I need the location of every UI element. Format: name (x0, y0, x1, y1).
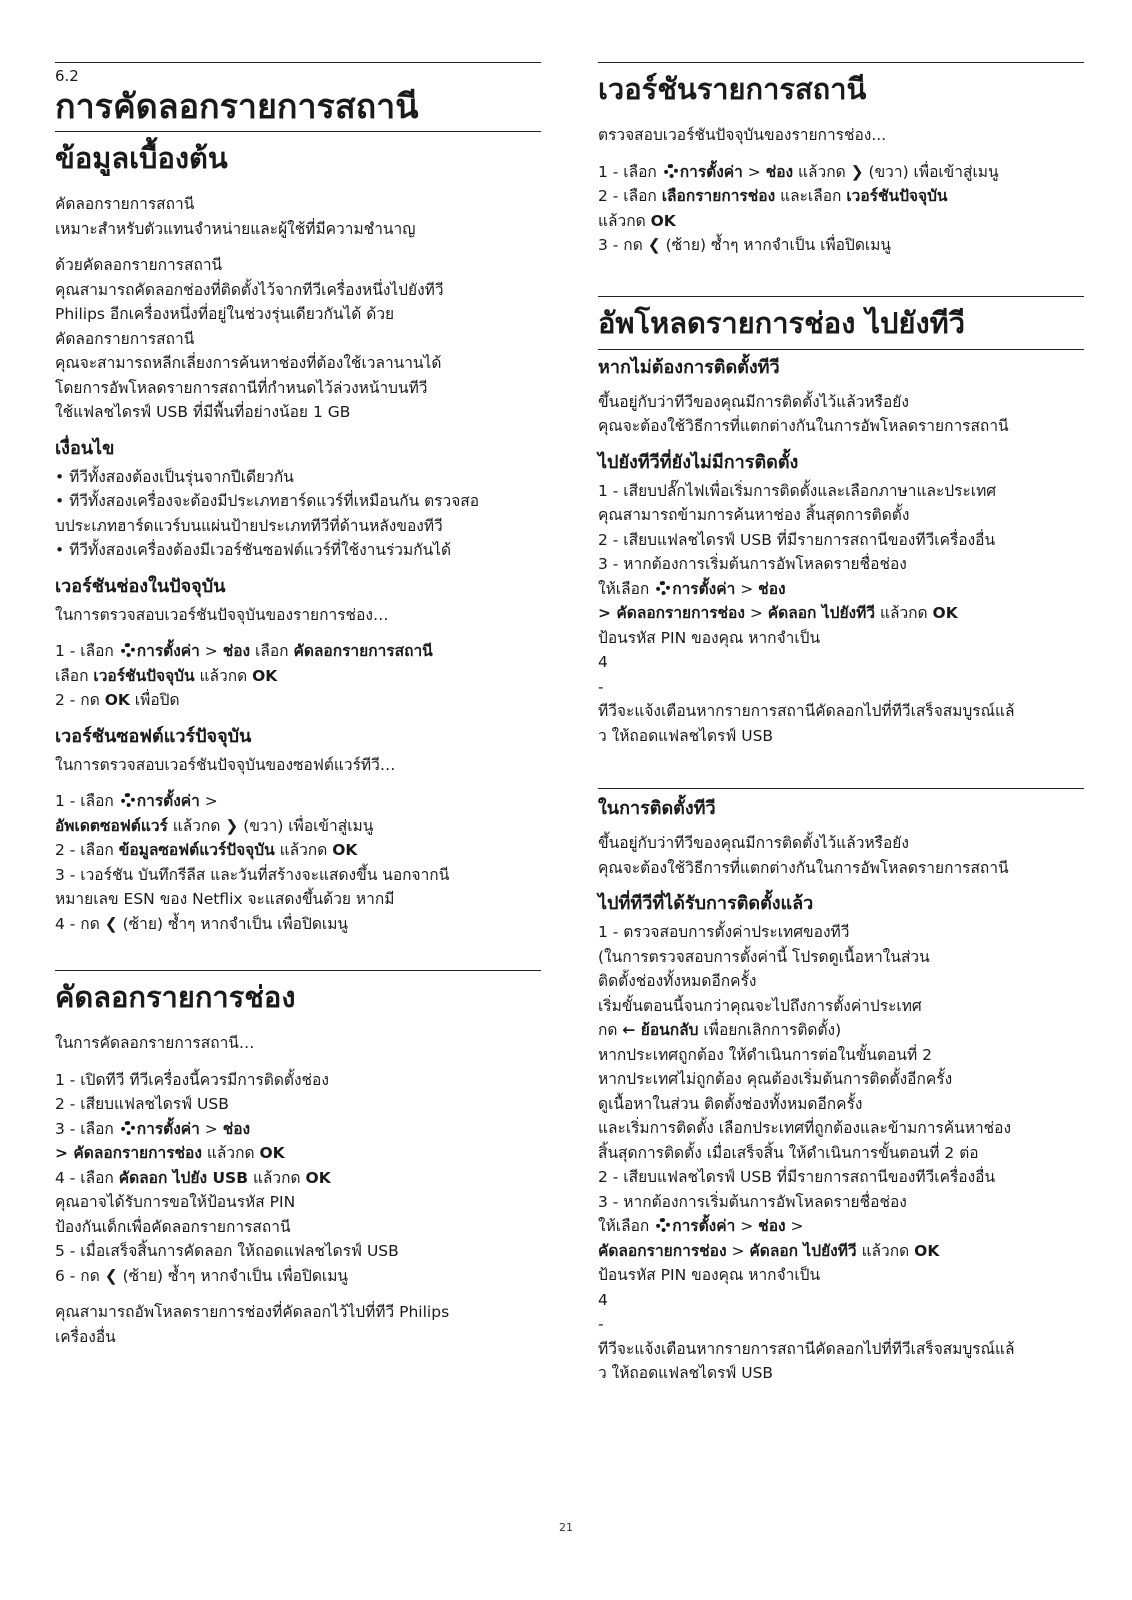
step-line: ติดตั้งช่องทั้งหมดอีกครั้ง (598, 972, 757, 990)
step-line: 4 - กด ❮ (ซ้าย) ซ้ำๆ หากจำเป็น เพื่อปิดเมนู (55, 914, 349, 933)
copy-steps (55, 1068, 541, 1289)
text-line: คัดลอกรายการสถานี (55, 195, 195, 213)
step-line: อัพเดตซอฟต์แวร์ แล้วกด ❯ (ขวา) เพื่อเข้าสู่เมนู (55, 816, 374, 835)
text-line: ด้วยคัดลอกรายการสถานี (55, 256, 223, 274)
step-line: เริ่มขั้นตอนนี้จนกว่าคุณจะไปถึงการตั้งค่าประเทศ (598, 996, 922, 1015)
step-line: และเริ่มการติดตั้ง เลือกประเทศที่ถูกต้องและข้ามการค้นหาช่อง (598, 1119, 1012, 1137)
step-line: ป้อนรหัส PIN ของคุณ หากจำเป็น (598, 628, 821, 647)
chapter-number: 6.2 (55, 67, 79, 85)
step-line: 6 - กด ❮ (ซ้าย) ซ้ำๆ หากจำเป็น เพื่อปิดเมนู (55, 1266, 349, 1285)
step-line: 4 - เลือก คัดลอก ไปยัง USB แล้วกด OK (55, 1168, 331, 1187)
text-line: คุณสามารถคัดลอกช่องที่ติดตั้งไว้จากทีวีเครื่องหนึ่งไปยังทีวี (55, 280, 444, 299)
intro-paragraph-1 (55, 192, 541, 241)
step-line: 3 - หากต้องการเริ่มต้นการอัพโหลดรายชื่อช่อง (598, 555, 907, 573)
section-heading-copy: คัดลอกรายการช่อง (55, 980, 296, 1014)
step-line: > คัดลอกรายการช่อง > คัดลอก ไปยังทีวี แล้วกด OK (598, 604, 958, 622)
text-line: ขึ้นอยู่กับว่าทีวีของคุณมีการติดตั้งไว้แล้วหรือยัง (598, 834, 909, 852)
section-rule (55, 131, 541, 132)
step-line: สิ้นสุดการติดตั้ง เมื่อเสร็จสิ้น ให้ดำเนินการขั้นตอนที่ 2 ต่อ (598, 1143, 979, 1162)
text-line: Philips อีกเครื่องหนึ่งที่อยู่ในช่วงรุ่นเดียวกันได้ ด้วย (55, 305, 395, 323)
step-line: 2 - เสียบแฟลชไดรฟ์ USB (55, 1095, 229, 1113)
gear-icon (121, 793, 135, 807)
section-heading-version: เวอร์ชันรายการสถานี (598, 72, 867, 106)
step-line: ให้เลือก การตั้งค่า > ช่อง > (598, 1217, 804, 1235)
step-line: ให้เลือก การตั้งค่า > ช่อง (598, 579, 786, 598)
current-software-version-steps (55, 789, 541, 936)
step-line: 1 - เปิดทีวี ทีวีเครื่องนี้ควรมีการติดตั้งช่อง (55, 1070, 329, 1089)
text-line: เหมาะสำหรับตัวแทนจำหน่ายและผู้ใช้ที่มีความชำนาญ (55, 219, 416, 238)
step-line: คุณอาจได้รับการขอให้ป้อนรหัส PIN (55, 1193, 296, 1211)
not-installed-steps (598, 479, 1084, 749)
not-installed-heading: ไปยังทีวีที่ยังไม่มีการติดตั้ง (598, 451, 799, 473)
step-line: หากประเทศไม่ถูกต้อง คุณต้องเริ่มต้นการติดตั้งอีกครั้ง (598, 1070, 953, 1088)
step-line: (ในการตรวจสอบการตั้งค่านี้ โปรดดูเนื้อหาในส่วน (598, 947, 930, 966)
step-line: แล้วกด OK (598, 211, 676, 230)
current-software-version-heading: เวอร์ชันซอฟต์แวร์ปัจจุบัน (55, 725, 252, 747)
text-line: โดยการอัพโหลดรายการสถานีที่กำหนดไว้ล่วงหน้าบนทีวี (55, 378, 428, 397)
step-line: 3 - หากต้องการเริ่มต้นการอัพโหลดรายชื่อช่อง (598, 1192, 907, 1211)
step-line: > คัดลอกรายการช่อง แล้วกด OK (55, 1144, 285, 1162)
gear-icon (121, 643, 135, 657)
section-heading-upload: อัพโหลดรายการช่อง ไปยังทีวี (598, 305, 966, 340)
version-intro: ตรวจสอบเวอร์ชันปัจจุบันของรายการช่อง... (598, 126, 887, 144)
gear-icon (664, 164, 678, 178)
step-line: เลือก เวอร์ชันปัจจุบัน แล้วกด OK (55, 666, 278, 685)
step-line: - (598, 1315, 604, 1333)
text-line: ใช้แฟลชไดรฟ์ USB ที่มีพื้นที่อย่างน้อย 1 GB (55, 403, 351, 421)
current-channel-version-intro: ในการตรวจสอบเวอร์ชันปัจจุบันของรายการช่อง… (55, 605, 389, 624)
text-line: คุณจะต้องใช้วิธีการที่แตกต่างกันในการอัพโหลดรายการสถานี (598, 858, 1009, 877)
step-line: 2 - เลือก ข้อมูลซอฟต์แวร์ปัจจุบัน แล้วกด OK (55, 841, 358, 859)
not-installed-subheading: หากไม่ต้องการติดตั้งทีวี (598, 356, 780, 378)
step-line: 2 - กด OK เพื่อปิด (55, 691, 180, 709)
step-line: หมายเลข ESN ของ Netflix จะแสดงขึ้นด้วย หากมี (55, 890, 395, 908)
step-line: 4 (598, 1290, 608, 1309)
section-heading-intro: ข้อมูลเบื้องต้น (55, 141, 228, 175)
gear-icon (656, 581, 670, 595)
step-line: 1 - ตรวจสอบการตั้งค่าประเทศของทีวี (598, 923, 850, 941)
sub-rule (598, 349, 1084, 350)
copy-intro: ในการคัดลอกรายการสถานี… (55, 1034, 255, 1052)
list-item: • ทีวีทั้งสองเครื่องต้องมีเวอร์ชันซอฟต์แวร์ที่ใช้งานร่วมกันได้ (55, 541, 452, 559)
step-line: 3 - เลือก การตั้งค่า > ช่อง (55, 1119, 251, 1138)
sub-rule (598, 788, 1084, 789)
copy-outro (55, 1300, 541, 1349)
step-line: 1 - เลือก การตั้งค่า > ช่อง เลือก คัดลอกรายการสถานี (55, 642, 433, 660)
text-line: คุณจะสามารถหลีกเลี่ยงการค้นหาช่องที่ต้องใช้เวลานานได้ (55, 354, 442, 372)
step-line: 1 - เสียบปลั๊กไฟเพื่อเริ่มการติดตั้งและเลือกภาษาและประเทศ (598, 481, 997, 500)
list-item: บประเภทฮาร์ดแวร์บนแผ่นป้ายประเภททีวีที่ด้านหลังของทีวี (55, 516, 443, 535)
step-line: 2 - เลือก เลือกรายการช่อง และเลือก เวอร์ชันปัจจุบัน (598, 187, 948, 205)
section-rule (598, 62, 1084, 63)
step-line: 2 - เสียบแฟลชไดรฟ์ USB ที่มีรายการสถานีของทีวีเครื่องอื่น (598, 1168, 996, 1186)
step-line: ดูเนื้อหาในส่วน ติดตั้งช่องทั้งหมดอีกครั้ง (598, 1094, 863, 1113)
back-arrow-icon: ← (622, 1021, 636, 1039)
step-line: 1 - เลือก การตั้งค่า > (55, 792, 218, 810)
conditions-heading: เงื่อนไข (55, 437, 115, 459)
current-software-version-intro: ในการตรวจสอบเวอร์ชันปัจจุบันของซอฟต์แวร์ทีวี… (55, 755, 396, 774)
step-line: 4 (598, 653, 608, 671)
section-rule (598, 296, 1084, 297)
current-channel-version-heading: เวอร์ชันช่องในปัจจุบัน (55, 575, 226, 597)
step-line: ป้อนรหัส PIN ของคุณ หากจำเป็น (598, 1266, 821, 1284)
step-line: คุณสามารถข้ามการค้นหาช่อง สิ้นสุดการติดตั้ง (598, 506, 910, 524)
step-line: ป้องกันเด็กเพื่อคัดลอกรายการสถานี (55, 1217, 291, 1236)
page-number: 21 (559, 1521, 573, 1534)
chevron-left-icon: ❮ (647, 236, 661, 254)
chapter-title: การคัดลอกรายการสถานี (55, 87, 419, 127)
intro-paragraph-2 (55, 253, 541, 425)
step-line: 3 - กด ❮ (ซ้าย) ซ้ำๆ หากจำเป็น เพื่อปิดเมนู (598, 236, 892, 254)
step-line: - (598, 677, 604, 696)
gear-icon (656, 1218, 670, 1232)
text-line: คัดลอกรายการสถานี (55, 329, 195, 348)
left-column (55, 62, 541, 1361)
dependency-paragraph (598, 390, 1084, 439)
chevron-right-icon: ❯ (225, 816, 239, 835)
step-line: 3 - เวอร์ชัน บันทึกรีลีส และวันที่สร้างจะแสดงขึ้น นอกจากนี (55, 865, 450, 884)
step-line: ทีวีจะแจ้งเตือนหากรายการสถานีคัดลอกไปที่ทีวีเสร็จสมบูรณ์แล้ (598, 702, 1015, 720)
list-item: • ทีวีทั้งสองต้องเป็นรุ่นจากปีเดียวกัน (55, 467, 294, 486)
version-steps (598, 160, 1084, 258)
step-line: ทีวีจะแจ้งเตือนหากรายการสถานีคัดลอกไปที่ทีวีเสร็จสมบูรณ์แล้ (598, 1339, 1015, 1358)
text-line: คุณจะต้องใช้วิธีการที่แตกต่างกันในการอัพโหลดรายการสถานี (598, 417, 1009, 435)
section-rule (55, 970, 541, 971)
step-line: 5 - เมื่อเสร็จสิ้นการคัดลอก ให้ถอดแฟลชไดรฟ์ USB (55, 1242, 399, 1260)
installed-heading: ไปที่ทีวีที่ได้รับการติดตั้งแล้ว (598, 893, 814, 914)
right-column (598, 62, 1084, 1398)
chevron-left-icon: ❮ (104, 914, 118, 933)
current-channel-version-steps (55, 639, 541, 713)
installed-steps (598, 920, 1084, 1386)
step-line: 1 - เลือก การตั้งค่า > ช่อง แล้วกด ❯ (ขวา) เพื่อเข้าสู่เมนู (598, 162, 999, 181)
step-line: ว ให้ถอดแฟลชไดรฟ์ USB (598, 726, 774, 745)
install-subheading: ในการติดตั้งทีวี (598, 798, 716, 819)
chevron-left-icon: ❮ (104, 1266, 118, 1285)
text-line: ขึ้นอยู่กับว่าทีวีของคุณมีการติดตั้งไว้แล้วหรือยัง (598, 392, 909, 411)
step-line: 2 - เสียบแฟลชไดรฟ์ USB ที่มีรายการสถานีของทีวีเครื่องอื่น (598, 530, 996, 549)
step-line: คัดลอกรายการช่อง > คัดลอก ไปยังทีวี แล้วกด OK (598, 1241, 940, 1260)
gear-icon (121, 1121, 135, 1135)
step-line: หากประเทศถูกต้อง ให้ดำเนินการต่อในขั้นตอนที่ 2 (598, 1045, 932, 1064)
conditions-list (55, 465, 541, 563)
text-line: เครื่องอื่น (55, 1327, 116, 1346)
step-line: กด ← ย้อนกลับ เพื่อยกเลิกการติดตั้ง) (598, 1021, 842, 1039)
text-line: คุณสามารถอัพโหลดรายการช่องที่คัดลอกไว้ไปที่ทีวี Philips (55, 1303, 450, 1321)
step-line: ว ให้ถอดแฟลชไดรฟ์ USB (598, 1364, 774, 1382)
list-item: • ทีวีทั้งสองเครื่องจะต้องมีประเภทฮาร์ดแวร์ที่เหมือนกัน ตรวจสอ (55, 492, 480, 510)
chevron-right-icon: ❯ (850, 162, 864, 181)
dependency-paragraph-2 (598, 831, 1084, 880)
